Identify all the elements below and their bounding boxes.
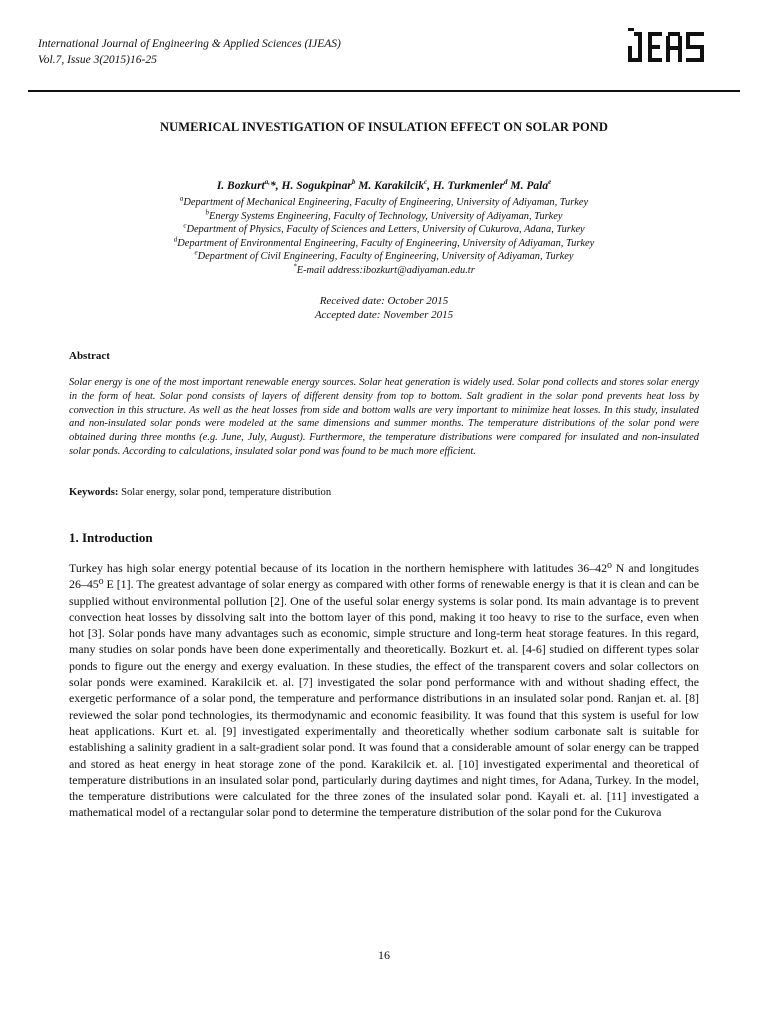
abstract-text: Solar energy is one of the most important renewable energy sources. Solar heat generation is widely used. Solar pond collects and stores solar energy in the form of heat. Solar pond consists of layers of different density from top to bottom. Salt gradient in the solar pond prevents heat loss by convection in this structure. As well as the heat losses from side and bottom walls are very important to minimize heat losses. In this study, insulated and non-insulated solar ponds were modeled at the same dimensions and summer months. The temperature distributions of the solar pond were obtained during three months (e.g. June, July, August). Furthermore, the temperature distributions were compared for insulated and non-insulated solar ponds. According to calculations, insulated solar pond was found to be much more efficient.	[69, 377, 699, 457]
affiliation: $^c$Department of Physics, Faculty of Sciences and Letters, University of Cukurova, Adana, Turkey	[183, 221, 585, 235]
page-number: 16	[378, 948, 390, 962]
header-divider	[28, 90, 740, 92]
affiliation: $^a$Department of Mechanical Engineering, Faculty of Engineering, University of Adiyaman, Turkey	[179, 194, 589, 208]
paper-title: NUMERICAL INVESTIGATION OF INSULATION EFFECT ON SOLAR POND	[159, 120, 609, 134]
email-address[interactable]: *E-mail address:ibozkurt@adiyaman.edu.tr	[293, 262, 475, 276]
corresponding-mark: *	[270, 180, 276, 192]
introduction-text: Turkey has high solar energy potential because of its location in the northern hemisphere with latitudes 36–42⁰ N and longitudes 26–45⁰ E [1]. The greatest advantage of solar energy as compared with other forms of renewable energy is that it is clean and can be supplied without environmental pollution [2]. One of the useful solar energy systems is solar pond. Its main advantage is to prevent convection heat losses by dissolving salt into the bottom layer of this pond, making it too heavy to rise to the surface, even when hot [3]. Solar ponds have many advantages such as economic, simple structure and long-term heat storage features. In this regard, many studies on solar ponds have been done experimentally and theoretically. Bozkurt et. al. [4-6] studied on different types solar ponds to figure out the energy and exergy evaluation. In these studies, the effect of the transparent covers and solar collectors on solar ponds were examined. Karakilcik et. al. [7] investigated the solar pond performance with and without shading effect, the exergetic performance of a solar pond, the temperature and performance distributions in an insulated solar pond. Ranjan et. al. [8] reviewed the solar pond technologies, its thermodynamic and economic feasibility. It was found that this system is useful for low heat applications. Kurt et. al. [9] investigated experimentally and theoretically whether sodium carbonate salt is suitable for establishing a salinity gradient in a salt-gradient solar pond. It was found that a considerable amount of solar energy can be trapped and stored as heat energy in heat storage zone of the pond. Karakilcik et. al. [10] investigated experimental and theoretical of temperature distributions in an insulated solar pond, particularly during daytimes and night times, for Adana, Turkey. In the model, the temperature distributions were calculated for the three zones of the insulated solar pond. Kayali et. al. [11] investigated a mathematical model of a rectangular solar pond to determine the temperature distribution of the solar pond for the Cukurova	[69, 561, 699, 820]
author-affil-mark: a,	[264, 178, 270, 187]
author-affil-mark: c	[424, 178, 428, 187]
author-name: M. Karakilcik	[358, 180, 424, 192]
author-affil-mark: e	[548, 178, 552, 187]
affiliation: $^e$Department of Civil Engineering, Faculty of Engineering, University of Adiyaman, Turkey	[194, 248, 574, 262]
received-date: Received date: October 2015	[319, 295, 449, 307]
volume-issue: Vol.7, Issue 3(2015)16-25	[38, 54, 157, 66]
affiliation-list	[0, 196, 768, 277]
author-affil-mark: b	[351, 178, 356, 187]
author-name: H. Sogukpinar	[281, 180, 352, 192]
affiliation: $^b$Energy Systems Engineering, Faculty of Technology, University of Adiyaman, Turkey	[205, 208, 563, 222]
keywords-value: Solar energy, solar pond, temperature distribution	[121, 487, 332, 498]
affiliation: $^d$Department of Environmental Engineering, Faculty of Engineering, University of Adiyaman, Turkey	[173, 235, 595, 249]
accepted-date: Accepted date: November 2015	[314, 309, 454, 321]
author-list: I. Bozkurt$^{a,}$*, H. Sogukpinar$^b$ M. Karakilcik$^c$, H. Turkmenler$^d$ M. Pala$^e$	[216, 178, 552, 192]
keywords-label: Keywords:	[69, 487, 119, 498]
ijeas-logo	[624, 24, 708, 68]
submission-dates	[0, 294, 768, 322]
abstract-heading: Abstract	[69, 350, 110, 362]
section-heading: 1. Introduction	[69, 530, 153, 545]
author-name: H. Turkmenler	[432, 180, 504, 192]
author-name: M. Pala	[510, 180, 549, 192]
author-name: I. Bozkurt	[216, 180, 265, 192]
keywords	[69, 487, 331, 498]
journal-name: International Journal of Engineering & Applied Sciences (IJEAS)	[38, 38, 341, 50]
author-affil-mark: d	[504, 178, 508, 187]
